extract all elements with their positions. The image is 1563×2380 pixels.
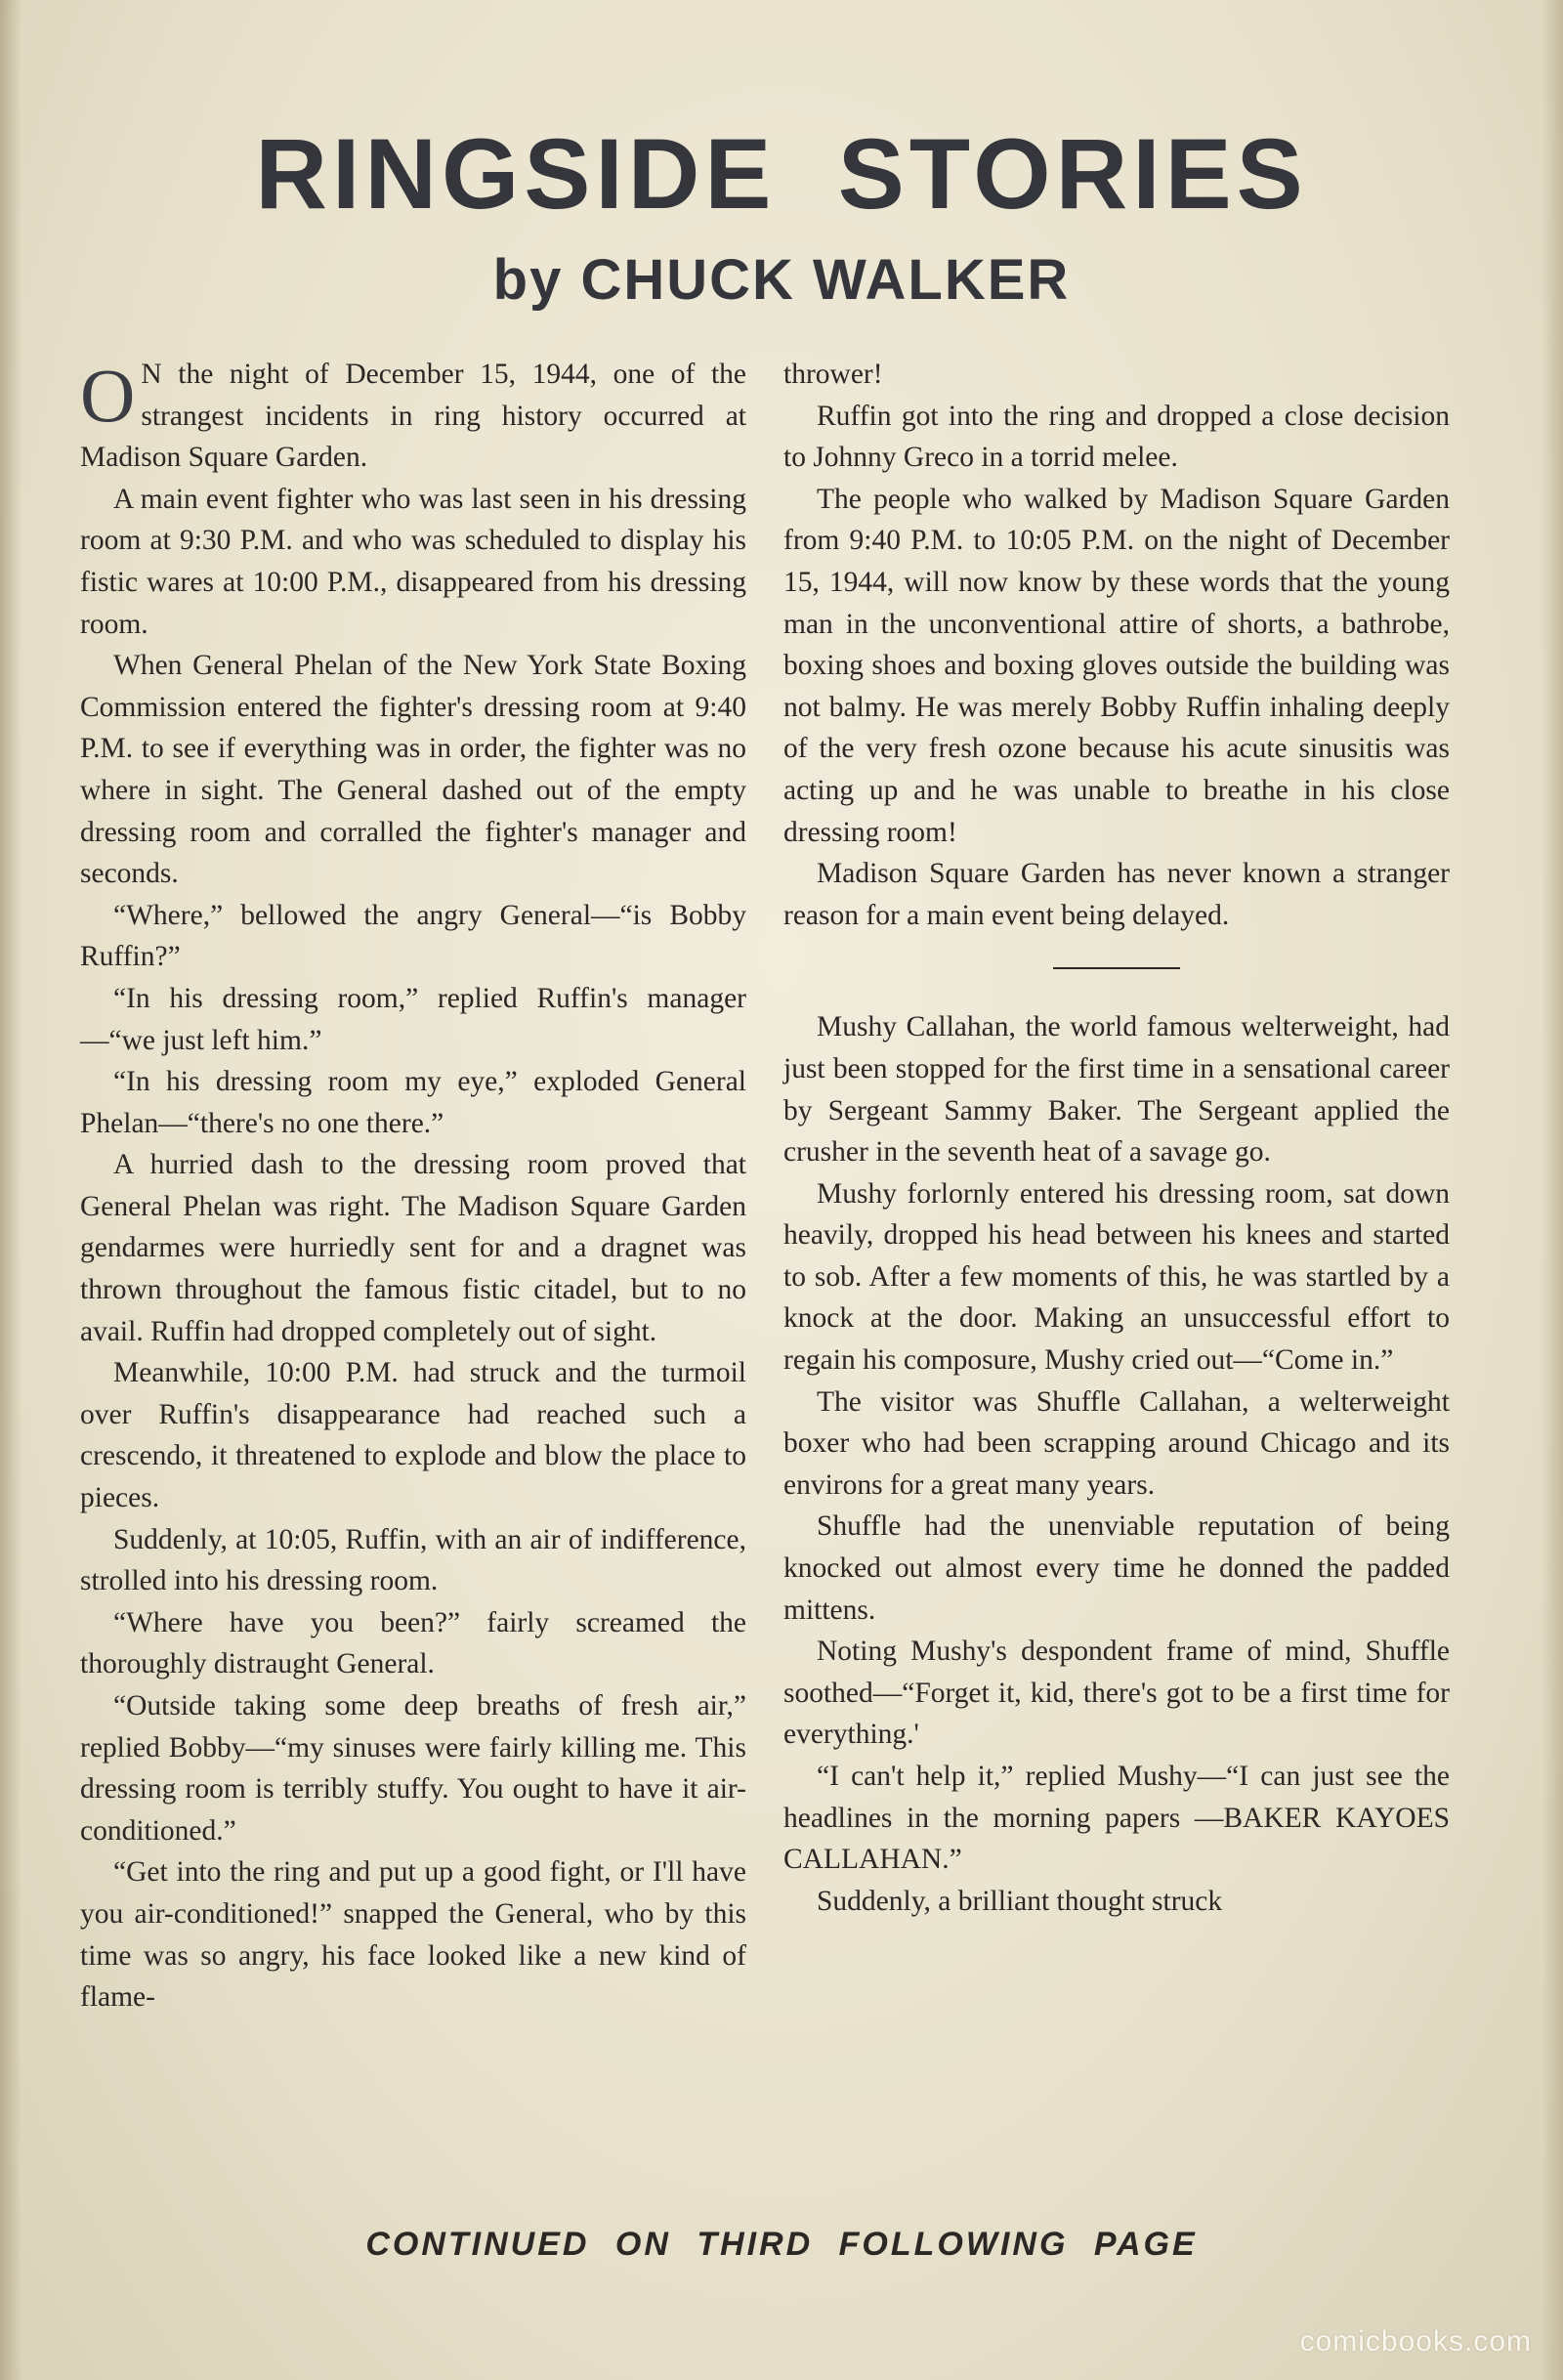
paragraph: “Outside taking some deep breaths of fresh air,” replied Bobby—“my sinuses were fairly killing me. This dressing room is terribly stuffy. You ought to have it air-conditioned.” xyxy=(80,1690,746,1847)
paragraph xyxy=(80,354,746,479)
paragraph: “In his dressing room,” replied Ruffin's manager—“we just left him.” xyxy=(80,982,746,1056)
page-edge-left xyxy=(0,0,21,2380)
drop-cap: O xyxy=(80,353,136,438)
paragraph: The people who walked by Madison Square Garden from 9:40 P.M. to 10:05 P.M. on the night of December 15, 1944, will now know by these words that the young man in the unconventional attire of shorts, a bathrobe, boxing shoes and boxing gloves outside the building was not balmy. He was merely Bobby Ruffin inhaling deeply of the very fresh ozone because his acute sinusitis was acting up and he was unable to breathe in his close dressing room! xyxy=(783,483,1450,848)
paragraph: Noting Mushy's despondent frame of mind, Shuffle soothed—“Forget it, kid, there's got to be a first time for everything.' xyxy=(783,1636,1450,1751)
left-column xyxy=(80,354,746,2019)
site-watermark: comicbooks.com xyxy=(1299,2325,1532,2358)
paragraph: The visitor was Shuffle Callahan, a welterweight boxer who had been scrapping around Chicago and its environs for a great many years. xyxy=(783,1385,1450,1501)
paragraph: A main event fighter who was last seen in his dressing room at 9:30 P.M. and who was scheduled to display his fistic wares at 10:00 P.M., disappeared from his dressing room. xyxy=(80,483,746,640)
paragraph: Mushy Callahan, the world famous welterweight, had just been stopped for the first time in a sensational career by Sergeant Sammy Baker. The Sergeant applied the crusher in the seventh heat of a savage go. xyxy=(783,1011,1450,1169)
paragraph: “Where,” bellowed the angry General—“is Bobby Ruffin?” xyxy=(80,899,746,973)
paragraph: Ruffin got into the ring and dropped a close decision to Johnny Greco in a torrid melee. xyxy=(783,400,1450,474)
paragraph: A hurried dash to the dressing room proved that General Phelan was right. The Madison Square Garden gendarmes were hurriedly sent for and a dragnet was thrown throughout the famous fistic citadel, but to no avail. Ruffin had dropped completely out of sight. xyxy=(80,1149,746,1347)
paragraph: Madison Square Garden has never known a stranger reason for a main event being delayed. xyxy=(783,858,1450,931)
right-column xyxy=(783,354,1450,1922)
paragraph: Meanwhile, 10:00 P.M. had struck and the turmoil over Ruffin's disappearance had reached such a crescendo, it threatened to explode and blow the place to pieces. xyxy=(80,1357,746,1514)
paragraph: thrower! xyxy=(783,359,883,390)
author-byline: by CHUCK WALKER xyxy=(492,248,1071,312)
paragraph: Mushy forlornly entered his dressing room, sat down heavily, dropped his head between his knees and started to sob. After a few moments of this, he was startled by a knock at the door. Making an unsuccessful effort to regain his composure, Mushy cried out—“Come in.” xyxy=(783,1177,1450,1377)
paragraph: “Get into the ring and put up a good fight, or I'll have you air-conditioned!” snapped the General, who by this time was so angry, his face looked like a new kind of flame- xyxy=(80,1856,746,2014)
continued-notice: CONTINUED ON THIRD FOLLOWING PAGE xyxy=(365,2226,1198,2263)
paragraph: Shuffle had the unenviable reputation of being knocked out almost every time he donned the padded mittens. xyxy=(783,1510,1450,1626)
paragraph: “Where have you been?” fairly screamed the thoroughly distraught General. xyxy=(80,1606,746,1680)
story-separator xyxy=(1053,967,1180,969)
paragraph: “In his dressing room my eye,” exploded General Phelan—“there's no one there.” xyxy=(80,1066,746,1139)
paragraph-text: N the night of December 15, 1944, one of the strangest incidents in ring history occurred at Madison Square Garden. xyxy=(80,359,746,474)
paragraph: “I can't help it,” replied Mushy—“I can just see the headlines in the morning papers —BAKER KAYOES CALLAHAN.” xyxy=(783,1761,1450,1876)
page-title: RINGSIDE STORIES xyxy=(255,118,1308,230)
page-edge-right xyxy=(1542,0,1563,2380)
paragraph: When General Phelan of the New York State Boxing Commission entered the fighter's dressing room at 9:40 P.M. to see if everything was in order, the fighter was no where in sight. The General dashed out of the empty dressing room and corralled the fighter's manager and seconds. xyxy=(80,650,746,890)
paragraph: Suddenly, at 10:05, Ruffin, with an air of indifference, strolled into his dressing room. xyxy=(80,1523,746,1597)
paragraph: Suddenly, a brilliant thought struck xyxy=(817,1885,1223,1917)
